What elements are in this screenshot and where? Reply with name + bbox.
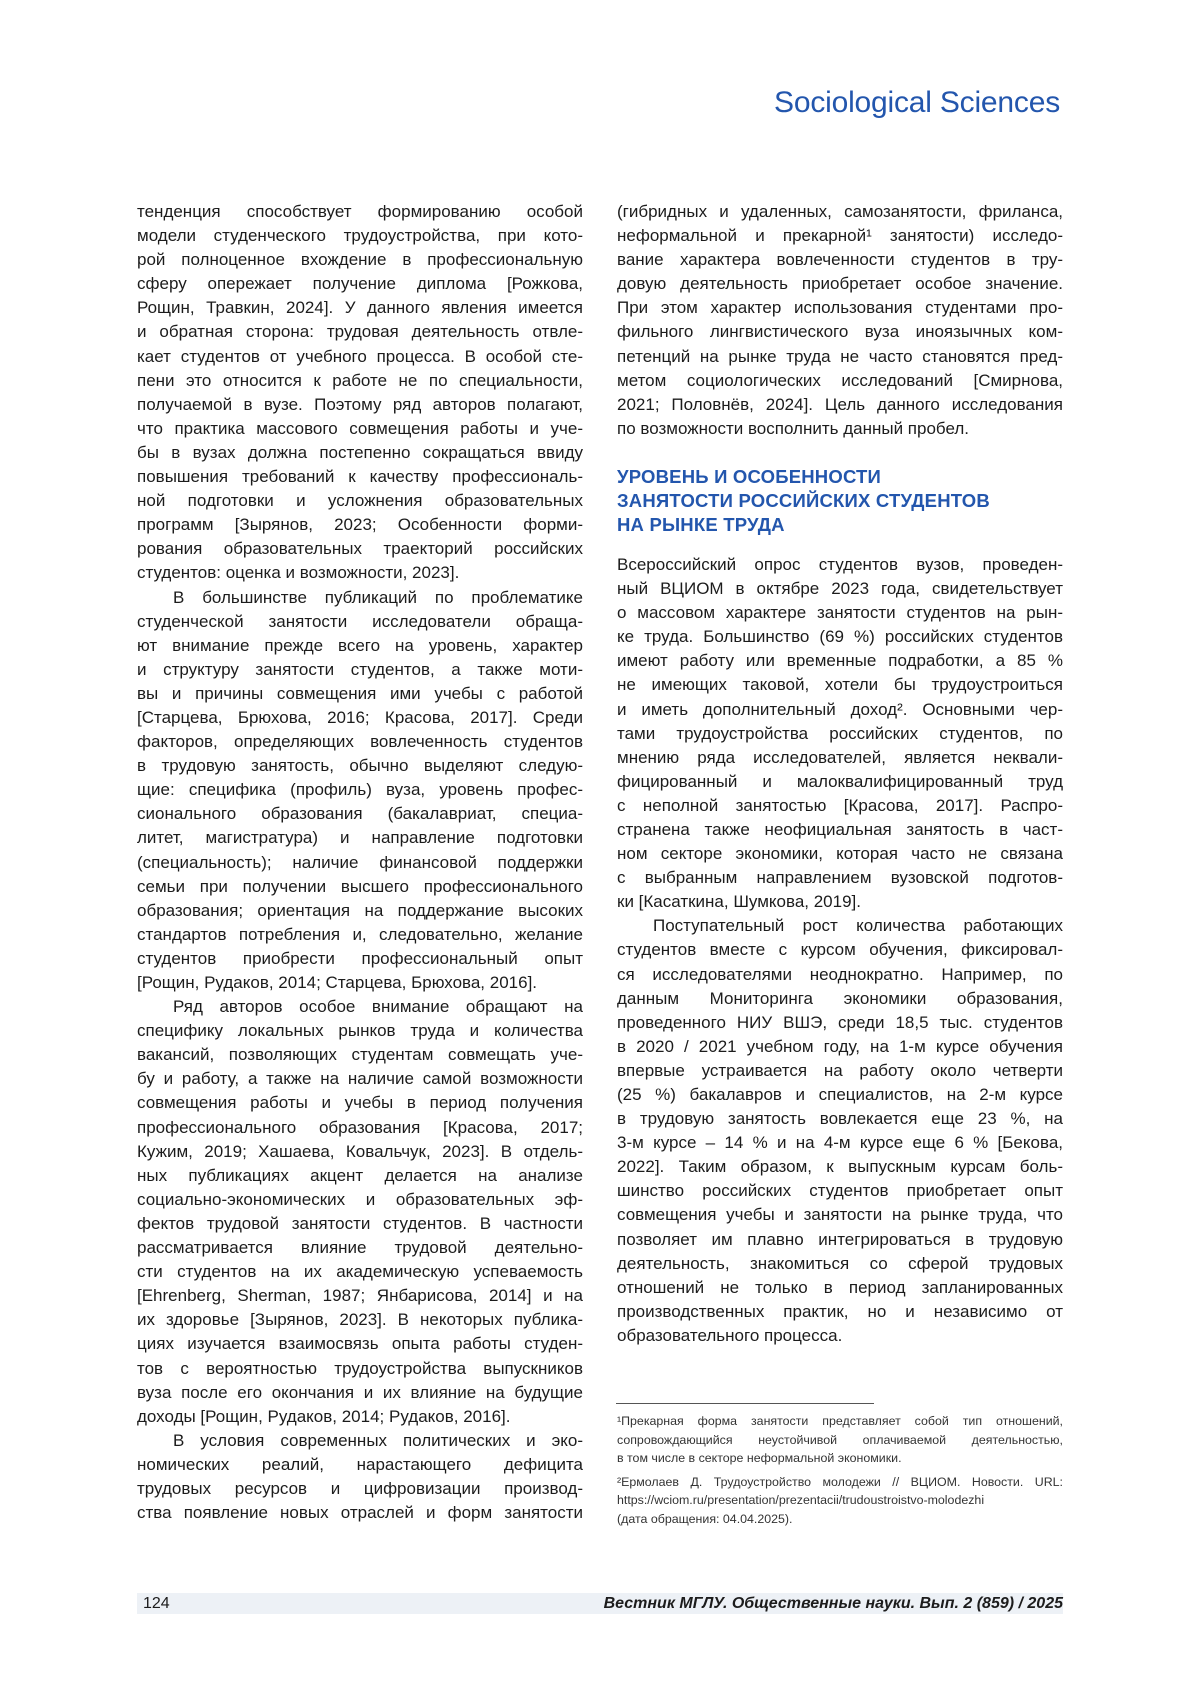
paragraph [137, 995, 583, 1429]
text-line: шинство российских студентов приобретает опыт [617, 1179, 1063, 1203]
heading-line: НА РЫНКЕ ТРУДА [617, 513, 1063, 537]
text-line: и иметь дополнительный доход². Основными чер- [617, 698, 1063, 722]
text-line: студентов вместе с курсом обучения, фиксировал- [617, 938, 1063, 962]
text-line: пени это относится к работе не по специальности, [137, 369, 583, 393]
text-line: (специальность); наличие финансовой поддержки [137, 851, 583, 875]
text-line: студенческой занятости исследователи обраща- [137, 610, 583, 634]
text-line: литет, магистратура) и направление подготовки [137, 826, 583, 850]
text-line: щие: специфика (профиль) вуза, уровень профес- [137, 778, 583, 802]
text-line: впервые устраивается на работу около четверти [617, 1059, 1063, 1083]
text-line: вакансий, позволяющих студентам совмещать уче- [137, 1043, 583, 1067]
paragraph [617, 200, 1063, 441]
text-line: сти студентов на их академическую успеваемость [137, 1260, 583, 1284]
text-line: сопровождающийся неустойчивой оплачиваемой деятельностью, [617, 1431, 1063, 1450]
text-line: странена также неофициальная занятость в част- [617, 818, 1063, 842]
text-line: образовательного процесса. [617, 1324, 1063, 1348]
text-line: ¹Прекарная форма занятости представляет собой тип отношений, [617, 1412, 1063, 1431]
paragraph [617, 553, 1063, 914]
text-line: и структуру занятости студентов, а также моти- [137, 658, 583, 682]
text-line: по возможности восполнить данный пробел. [617, 417, 1063, 441]
text-line: ²Ермолаев Д. Трудоустройство молодежи // ВЦИОМ. Новости. URL: [617, 1473, 1063, 1492]
text-line: ной подготовки и усложнения образовательных [137, 489, 583, 513]
footnote [617, 1412, 1063, 1468]
text-line: не имеющих таковой, хотели бы трудоустроиться [617, 673, 1063, 697]
section-header: Sociological Sciences [774, 86, 1060, 120]
journal-title: Вестник МГЛУ. Общественные науки. Вып. 2 (859) / 2025 [604, 1593, 1063, 1614]
text-line: фильного лингвистического вуза иноязычных ком- [617, 320, 1063, 344]
text-line: производственных практик, но и независимо от [617, 1300, 1063, 1324]
text-line: тенденция способствует формированию особой [137, 200, 583, 224]
text-line: их здоровье [Зырянов, 2023]. В некоторых публика- [137, 1308, 583, 1332]
text-line: вы и причины совмещения ими учебы с работой [137, 682, 583, 706]
text-line: (25 %) бакалавров и специалистов, на 2-м курсе [617, 1083, 1063, 1107]
text-line: фектов трудовой занятости студентов. В частности [137, 1212, 583, 1236]
text-line: получаемой в вузе. Поэтому ряд авторов полагают, [137, 393, 583, 417]
text-line: специфику локальных рынков труда и количества [137, 1019, 583, 1043]
footnote-divider [616, 1403, 874, 1404]
text-line: кает студентов от учебного процесса. В особой сте- [137, 345, 583, 369]
text-line: бу и работу, а также на наличие самой возможности [137, 1067, 583, 1091]
text-line: имеют работу или временные подработки, а 85 % [617, 649, 1063, 673]
text-line: ном секторе экономики, которая часто не связана [617, 842, 1063, 866]
text-line: с выбранным направлением вузовской подготов- [617, 866, 1063, 890]
text-line: повышения требований к качеству профессиональ- [137, 465, 583, 489]
text-line: образования; ориентация на поддержание высоких [137, 899, 583, 923]
text-line: рования образовательных траекторий российских [137, 537, 583, 561]
text-line: ке труда. Большинство (69 %) российских студентов [617, 625, 1063, 649]
text-line: совмещения учебы и занятости на рынке труда, что [617, 1203, 1063, 1227]
text-line: студентов приобрести профессиональный опыт [137, 947, 583, 971]
text-line: В большинстве публикаций по проблематике [137, 586, 583, 610]
footnotes [617, 1412, 1063, 1534]
text-line: фицированный и малоквалифицированный труд [617, 770, 1063, 794]
text-line: метом социологических исследований [Смирнова, [617, 369, 1063, 393]
text-line: ства появление новых отраслей и форм занятости [137, 1501, 583, 1525]
text-line: вание характера вовлеченности студентов в тру- [617, 248, 1063, 272]
text-line: бы в вузах должна постепенно сокращаться ввиду [137, 441, 583, 465]
text-line: в трудовую занятость вовлекается еще 23 %, на [617, 1107, 1063, 1131]
text-line: номических реалий, нарастающего дефицита [137, 1453, 583, 1477]
text-line: совмещения работы и учебы в период получения [137, 1091, 583, 1115]
text-line: 3-м курсе – 14 % и на 4-м курсе еще 6 % [Бекова, [617, 1131, 1063, 1155]
text-line: вуза после его окончания и их влияние на будущие [137, 1381, 583, 1405]
text-line: в трудовую занятость, обычно выделяют следую- [137, 754, 583, 778]
text-line: профессионального образования [Красова, 2017; [137, 1116, 583, 1140]
text-line: ный ВЦИОМ в октябре 2023 года, свидетельствует [617, 577, 1063, 601]
text-line: тами трудоустройства российских студентов, по [617, 722, 1063, 746]
text-line: ных публикациях акцент делается на анализе [137, 1164, 583, 1188]
paragraph [137, 200, 583, 586]
text-line: деятельность, знакомиться со сферой трудовых [617, 1252, 1063, 1276]
text-line: ся исследователями неоднократно. Например, по [617, 963, 1063, 987]
text-line: циях изучается взаимосвязь опыта работы студен- [137, 1332, 583, 1356]
text-line: программ [Зырянов, 2023; Особенности форми- [137, 513, 583, 537]
text-line: сферу опережает получение диплома [Рожкова, [137, 272, 583, 296]
text-line: стандартов потребления и, следовательно, желание [137, 923, 583, 947]
text-line: в том числе в секторе неформальной экономики. [617, 1449, 1063, 1468]
text-line: и обратная сторона: трудовая деятельность отвле- [137, 320, 583, 344]
text-line: позволяет им плавно интегрироваться в трудовую [617, 1228, 1063, 1252]
footnote-text [617, 1412, 1063, 1468]
text-line: [Рощин, Рудаков, 2014; Старцева, Брюхова, 2016]. [137, 971, 583, 995]
text-line: семьи при получении высшего профессионального [137, 875, 583, 899]
text-line: студентов: оценка и возможности, 2023]. [137, 561, 583, 585]
text-line: В условия современных политических и эко- [137, 1429, 583, 1453]
text-line: с неполной занятостью [Красова, 2017]. Распро- [617, 794, 1063, 818]
text-line: При этом характер использования студентами про- [617, 296, 1063, 320]
text-line: (гибридных и удаленных, самозанятости, фриланса, [617, 200, 1063, 224]
text-line: отношений не только в период запланированных [617, 1276, 1063, 1300]
text-line: что практика массового совмещения работы и уче- [137, 417, 583, 441]
text-line: 2022]. Таким образом, к выпускным курсам боль- [617, 1155, 1063, 1179]
text-line: неформальной и прекарной¹ занятости) исследо- [617, 224, 1063, 248]
page-number: 124 [143, 1593, 170, 1614]
text-line: [Старцева, Брюхова, 2016; Красова, 2017]. Среди [137, 706, 583, 730]
text-line: рассматривается влияние трудовой деятельно- [137, 1236, 583, 1260]
paragraph [617, 914, 1063, 1348]
text-line: сионального образования (бакалавриат, специа- [137, 802, 583, 826]
text-line: Всероссийский опрос студентов вузов, проведен- [617, 553, 1063, 577]
footnote [617, 1473, 1063, 1529]
text-line: о массовом характере занятости студентов на рын- [617, 601, 1063, 625]
heading-line: УРОВЕНЬ И ОСОБЕННОСТИ [617, 465, 1063, 489]
text-line: довую деятельность приобретает особое значение. [617, 272, 1063, 296]
text-line: социально-экономических и образовательных эф- [137, 1188, 583, 1212]
text-line: мнению ряда исследователей, является неквали- [617, 746, 1063, 770]
text-line: Поступательный рост количества работающих [617, 914, 1063, 938]
text-line: доходы [Рощин, Рудаков, 2014; Рудаков, 2016]. [137, 1405, 583, 1429]
page-footer [137, 1593, 1063, 1614]
right-column [617, 200, 1063, 1348]
text-line: ют внимание прежде всего на уровень, характер [137, 634, 583, 658]
text-line: трудовых ресурсов и цифровизации производ- [137, 1477, 583, 1501]
text-line: (дата обращения: 04.04.2025). [617, 1510, 1063, 1529]
section-heading [617, 465, 1063, 537]
text-line: 2021; Половнёв, 2024]. Цель данного исследования [617, 393, 1063, 417]
footnote-text [617, 1473, 1063, 1529]
text-line: Рощин, Травкин, 2024]. У данного явления имеется [137, 296, 583, 320]
heading-line: ЗАНЯТОСТИ РОССИЙСКИХ СТУДЕНТОВ [617, 489, 1063, 513]
paragraph [137, 1429, 583, 1525]
text-line: рой полноценное вхождение в профессиональную [137, 248, 583, 272]
text-line: Кужим, 2019; Хашаева, Ковальчук, 2023]. В отдель- [137, 1140, 583, 1164]
paragraph [137, 586, 583, 996]
text-line: модели студенческого трудоустройства, при кото- [137, 224, 583, 248]
text-line: проведенного НИУ ВШЭ, среди 18,5 тыс. студентов [617, 1011, 1063, 1035]
text-line: ки [Касаткина, Шумкова, 2019]. [617, 890, 1063, 914]
left-column [137, 200, 583, 1525]
text-line: тов с вероятностью трудоустройства выпускников [137, 1357, 583, 1381]
text-line: в 2020 / 2021 учебном году, на 1-м курсе обучения [617, 1035, 1063, 1059]
text-line: [Ehrenberg, Sherman, 1987; Янбарисова, 2014] и на [137, 1284, 583, 1308]
text-line: петенций на рынке труда не часто становятся пред- [617, 345, 1063, 369]
text-line: факторов, определяющих вовлеченность студентов [137, 730, 583, 754]
text-line: https://wciom.ru/presentation/prezentacii/trudoustroistvo-molodezhi [617, 1491, 1063, 1510]
text-line: данным Мониторинга экономики образования, [617, 987, 1063, 1011]
text-line: Ряд авторов особое внимание обращают на [137, 995, 583, 1019]
